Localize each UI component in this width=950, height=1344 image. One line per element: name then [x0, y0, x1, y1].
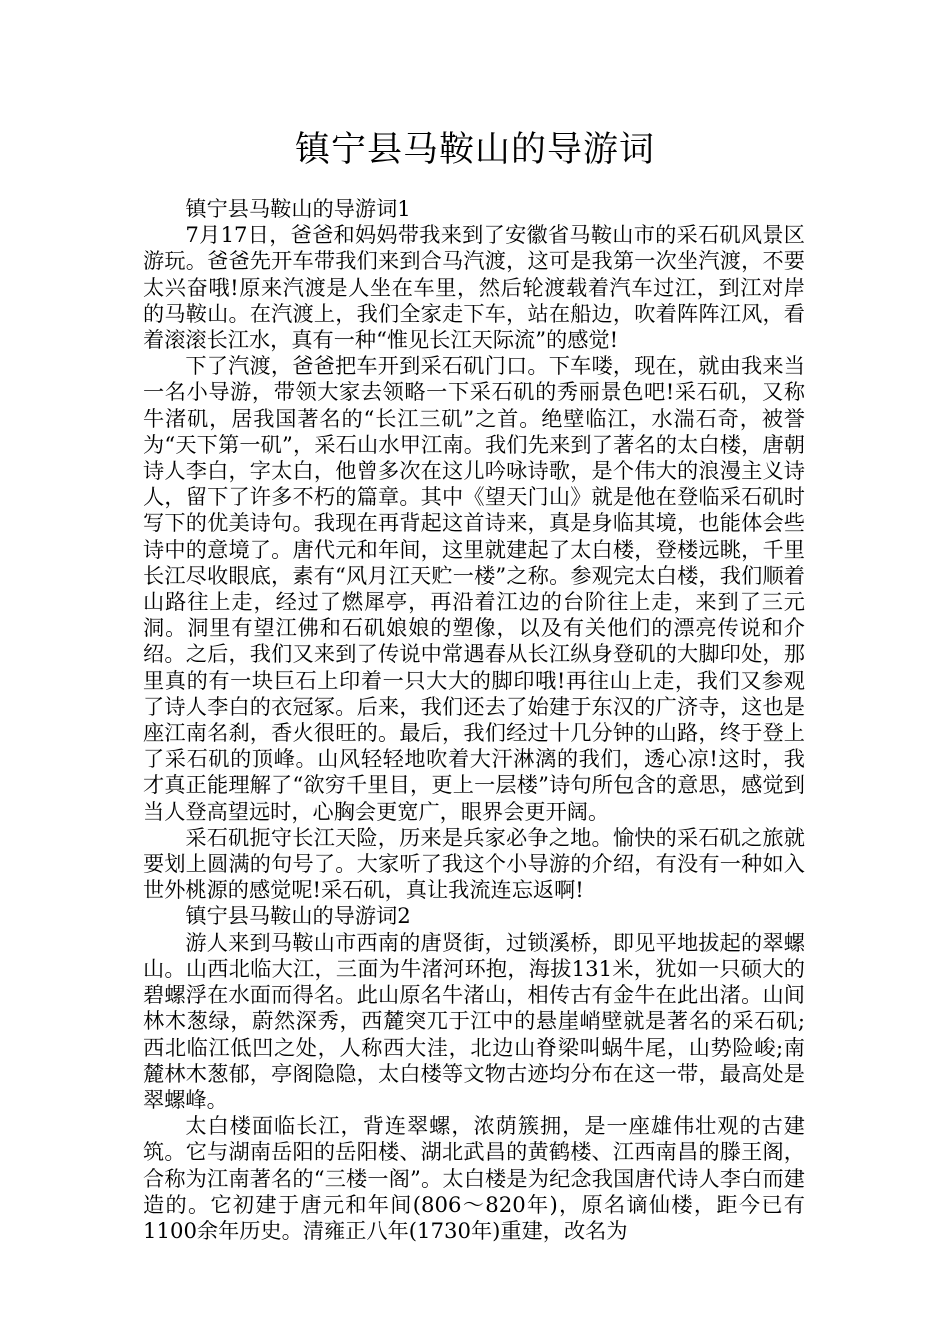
paragraph: 7月17日，爸爸和妈妈带我来到了安徽省马鞍山市的采石矶风景区游玩。爸爸先开车带我们来到合马汽渡，这可是我第一次坐汽渡，不要太兴奋哦!原来汽渡是人坐在车里，然后轮渡载着汽车过江，到江对岸的马鞍山。在汽渡上，我们全家走下车，站在船边，吹着阵阵江风，看着滚滚长江水，真有一种“惟见长江天际流”的感觉!: [143, 222, 805, 353]
paragraph: 下了汽渡，爸爸把车开到采石矶门口。下车喽，现在，就由我来当一名小导游，带领大家去领略一下采石矶的秀丽景色吧!采石矶，又称牛渚矶，居我国著名的“长江三矶”之首。绝壁临江，水湍石奇，被誉为“天下第一矶”，采石山水甲江南。我们先来到了著名的太白楼，唐朝诗人李白，字太白，他曾多次在这儿吟咏诗歌，是个伟大的浪漫主义诗人，留下了许多不朽的篇章。其中《望天门山》就是他在登临采石矶时写下的优美诗句。我现在再背起这首诗来，真是身临其境，也能体会些诗中的意境了。唐代元和年间，这里就建起了太白楼，登楼远眺，千里长江尽收眼底，素有“风月江天贮一楼”之称。参观完太白楼，我们顺着山路往上走，经过了燃犀亭，再沿着江边的台阶往上走，来到了三元洞。洞里有望江佛和石矶娘娘的塑像，以及有关他们的漂亮传说和介绍。之后，我们又来到了传说中常遇春从长江纵身登矶的大脚印处，那里真的有一块巨石上印着一只大大的脚印哦!再往山上走，我们又参观了诗人李白的衣冠冢。后来，我们还去了始建于东汉的广济寺，这也是座江南名刹，香火很旺的。最后，我们经过十几分钟的山路，终于登上了采石矶的顶峰。山风轻轻地吹着大汗淋漓的我们，透心凉!这时，我才真正能理解了“欲穷千里目，更上一层楼”诗句所包含的意思，感觉到当人登高望远时，心胸会更宽广，眼界会更开阔。: [143, 353, 805, 824]
document-body: [143, 196, 805, 1244]
paragraph: 游人来到马鞍山市西南的唐贤街，过锁溪桥，即见平地拔起的翠螺山。山西北临大江，三面为牛渚河环抱，海拔131米，犹如一只硕大的碧螺浮在水面而得名。此山原名牛渚山，相传古有金牛在此出渚。山间林木葱绿，蔚然深秀，西麓突兀于江中的悬崖峭壁就是著名的采石矶;西北临江低凹之处，人称西大洼，北边山脊梁叫蜗牛尾，山势险峻;南麓林木葱郁，亭阁隐隐，太白楼等文物古迹均分布在这一带，最高处是翠螺峰。: [143, 929, 805, 1112]
section-heading-2: 镇宁县马鞍山的导游词2: [185, 903, 411, 929]
paragraph: 采石矶扼守长江天险，历来是兵家必争之地。愉快的采石矶之旅就要划上圆满的句号了。大家听了我这个小导游的介绍，有没有一种如入世外桃源的感觉呢!采石矶，真让我流连忘返啊!: [143, 824, 805, 903]
document-title: 镇宁县马鞍山的导游词: [294, 130, 655, 170]
paragraph: 太白楼面临长江，背连翠螺，浓荫簇拥，是一座雄伟壮观的古建筑。它与湖南岳阳的岳阳楼、湖北武昌的黄鹤楼、江西南昌的滕王阁，合称为江南著名的“三楼一阁”。太白楼是为纪念我国唐代诗人李白而建造的。它初建于唐元和年间(806～820年)，原名谪仙楼，距今已有1100余年历史。清雍正八年(1730年)重建，改名为: [143, 1113, 805, 1243]
section-heading-1: 镇宁县马鞍山的导游词1: [185, 196, 411, 221]
